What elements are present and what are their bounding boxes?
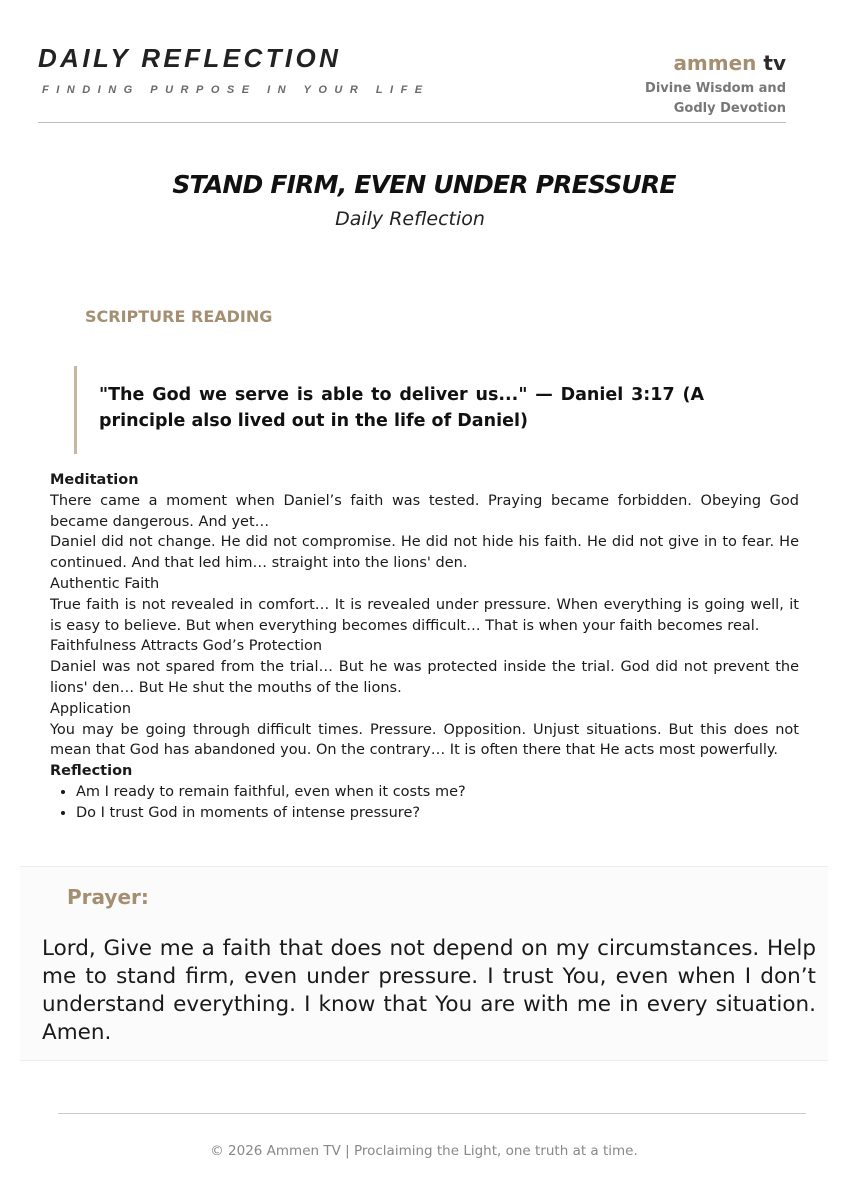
meditation-paragraph-2: Daniel did not change. He did not compromise. He did not hide his faith. He did not give in to fear. He continued. And that led him… straight into the lions' den. [50, 534, 799, 572]
logo-name [645, 50, 786, 76]
logo-name-ammen: ammen [673, 51, 757, 75]
application-paragraph: You may be going through difficult times. Pressure. Opposition. Unjust situations. But this does not mean that God has abandoned you. On the contrary… It is often there that He acts most powerfully. [50, 721, 799, 759]
brand-subtitle: FINDING PURPOSE IN YOUR LIFE [42, 84, 430, 96]
reflection-body [50, 470, 799, 824]
reflection-list [50, 782, 799, 824]
meditation-paragraph-1: There came a moment when Daniel’s faith was tested. Praying became forbidden. Obeying God became dangerous. And yet… [50, 492, 799, 530]
logo-tagline [645, 79, 786, 119]
meditation-heading: Meditation [50, 472, 139, 488]
prayer-title: Prayer: [67, 885, 149, 909]
logo-name-tv: tv [763, 51, 786, 75]
scripture-quote-block [74, 366, 704, 454]
scripture-quote: "The God we serve is able to deliver us..." — Daniel 3:17 (A principle also lived out in the life of Daniel) [99, 385, 704, 431]
authentic-faith-heading: Authentic Faith [50, 575, 160, 592]
logo-tagline-line2: Godly Devotion [673, 101, 786, 116]
protection-paragraph: Daniel was not spared from the trial… But he was protected inside the trial. God did not prevent the lions' den… But He shut the mouths of the lions. [50, 659, 799, 696]
reflection-item: • Do I trust God in moments of intense pressure? [76, 803, 799, 824]
authentic-faith-paragraph: True faith is not revealed in comfort… It is revealed under pressure. When everything is going well, it is easy to believe. But when everything becomes difficult… That is when your faith becomes real. [50, 596, 799, 634]
brand-title: DAILY REFLECTION [38, 43, 342, 73]
reflection-heading: Reflection [50, 763, 133, 780]
prayer-text: Lord, Give me a faith that does not depend on my circumstances. Help me to stand firm, even under pressure. I trust You, even when I don’t understand everything. I know that You are with me in every situation. Amen. [42, 936, 816, 1045]
footer-divider [58, 1113, 806, 1114]
reflection-item: • Am I ready to remain faithful, even when it costs me? [76, 782, 799, 803]
application-heading: Application [50, 700, 132, 717]
page-header [38, 40, 786, 123]
scripture-label: SCRIPTURE READING [85, 307, 273, 326]
logo [645, 50, 786, 119]
article-title: STAND FIRM, EVEN UNDER PRESSURE [172, 170, 676, 199]
prayer-box [20, 866, 828, 1061]
protection-heading: Faithfulness Attracts God’s Protection [50, 638, 323, 655]
logo-tagline-line1: Divine Wisdom and [645, 81, 786, 96]
article-subtitle: Daily Reflection [335, 208, 485, 230]
footer-copyright: © 2026 Ammen TV | Proclaiming the Light, one truth at a time. [210, 1143, 638, 1159]
